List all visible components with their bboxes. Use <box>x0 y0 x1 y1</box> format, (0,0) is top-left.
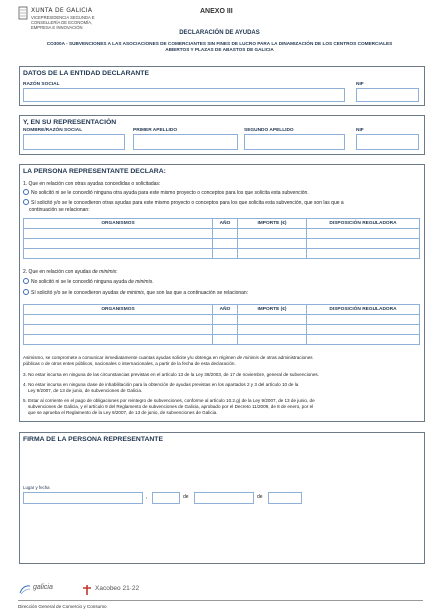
table-row <box>24 335 420 345</box>
xacobeo-cross-icon <box>82 585 92 595</box>
footer-divider <box>18 600 423 601</box>
q1-option-1[interactable] <box>23 189 309 196</box>
table-row <box>24 239 420 249</box>
q1-radio-1[interactable] <box>23 189 29 195</box>
razon-social-label: RAZÓN SOCIAL <box>23 82 60 87</box>
entidad-title: DATOS DE LA ENTIDAD DECLARANTE <box>23 70 149 77</box>
q2-radio-1[interactable] <box>23 278 29 284</box>
xacobeo-logo <box>82 582 162 598</box>
galicia-logo-text: galicia <box>33 584 53 591</box>
de-label-2: de <box>257 494 263 500</box>
table-header-row <box>24 305 420 315</box>
mes-field[interactable] <box>194 492 254 504</box>
galicia-logo <box>18 582 78 598</box>
q1-option-2-cont: continuación se relacionan: <box>29 207 90 213</box>
col-disposicion: DISPOSICIÓN REGULADORA <box>307 219 420 229</box>
primer-apellido-label: PRIMER APELLIDO <box>133 128 178 133</box>
annex-label: ANEXO III <box>200 8 233 15</box>
asimismo-text: Asimismo, se compromete a comunicar inmediatamente cuantas ayudas solicite y/u obtenga en régimen de minimis de otras administraciones <box>23 355 313 360</box>
col-ano: AÑO <box>213 219 238 229</box>
q1-radio-2[interactable] <box>23 199 29 205</box>
galicia-swirl-icon <box>18 583 32 595</box>
org-name: XUNTA DE GALICIA <box>31 7 93 14</box>
col-organismos: ORGANISMOS <box>24 219 213 229</box>
col-organismos: ORGANISMOS <box>24 305 213 315</box>
segundo-apellido-label: SEGUNDO APELLIDO <box>244 128 294 133</box>
table-row <box>24 315 420 325</box>
comma-sep: , <box>146 494 148 500</box>
q2-option-2[interactable]: Sí solicitó y/o se le concedieron ayudas de minimis, que son las que a continuación se relacionan: <box>23 289 248 296</box>
col-ano: AÑO <box>213 305 238 315</box>
point-5-line-3: que se aprueba el Reglamento de la Ley 9/2007, de 13 de junio, de subvenciones de Galicia. <box>28 410 218 415</box>
de-label-1: de <box>183 494 189 500</box>
direccion-general: Dirección General de Comercio y Consumo <box>18 604 107 609</box>
dia-field[interactable] <box>152 492 180 504</box>
firma-section <box>19 432 425 564</box>
q1-option-2-label: Sí solicitó y/o se le concedieron otras ayudas para este mismo proyecto o conceptos para los que solicita esta subvención, que son las que a <box>31 200 344 206</box>
table-row <box>24 229 420 239</box>
col-importe: IMPORTE (€) <box>238 305 307 315</box>
doc-subtitle-1: CO300A - SUBVENCIONES A LAS ASOCIACIONES DE COMERCIANTES SIN FINES DE LUCRO PARA LA DINAMIZACIÓN DE LOS CENTROS COMERCIALES <box>46 41 393 46</box>
dept-line-2: CONSELLERÍA DE ECONOMÍA, <box>31 20 93 25</box>
col-importe: IMPORTE (€) <box>238 219 307 229</box>
segundo-apellido-field[interactable] <box>244 134 345 150</box>
q2-option-1[interactable]: No solicitó ni se le concedió ninguna ayuda de minimis. <box>23 278 154 285</box>
nif-field[interactable] <box>356 88 419 102</box>
rep-nif-label: NIF <box>356 128 364 133</box>
declara-title: LA PERSONA REPRESENTANTE DECLARA: <box>23 168 166 175</box>
doc-title: DECLARACIÓN DE AYUDAS <box>179 30 260 36</box>
razon-social-field[interactable] <box>23 88 345 102</box>
point-3: 3. No estar incursa en ninguna de las circunstancias previstas en el artículo 13 de la Ley 38/2003, de 17 de noviembre, general de subvenciones. <box>23 372 319 377</box>
entidad-section <box>19 66 425 106</box>
representante-section <box>19 115 425 155</box>
q2-radio-2[interactable] <box>23 289 29 295</box>
ayudas-table-1 <box>23 218 420 259</box>
point-5-line-1: 5. Estar al corriente en el pago de obligaciones por reintegro de subvenciones, conforme al artículo 10.2.g) de la Ley 9/2007, de 13 de junio, de <box>23 398 315 403</box>
ano-field[interactable] <box>268 492 302 504</box>
ayudas-table-2 <box>23 304 420 345</box>
primer-apellido-field[interactable] <box>133 134 238 150</box>
lugar-label: Lugar y fecha <box>23 485 50 490</box>
col-disposicion: DISPOSICIÓN REGULADORA <box>307 305 420 315</box>
xacobeo-text: Xacobeo 21·22 <box>95 585 140 592</box>
rep-nif-field[interactable] <box>356 134 419 150</box>
representante-title: Y, EN SU REPRESENTACIÓN <box>23 119 117 126</box>
xunta-shield-icon <box>18 6 28 20</box>
dept-line-1: VICEPRESIDENCIA SEGUNDA E <box>31 15 95 20</box>
nif-label: NIF <box>356 82 364 87</box>
q1-option-2[interactable] <box>23 199 421 206</box>
q1-option-1-label: No solicitó ni se le concedió ninguna otra ayuda para este mismo proyecto o conceptos para los que solicita esta subvención. <box>31 190 309 196</box>
table-header-row <box>24 219 420 229</box>
q1-text: 1. Que en relación con otras ayudas concedidas o solicitadas: <box>23 181 161 187</box>
q2-text: 2. Que en relación con ayudas de minimis: <box>23 269 118 275</box>
nombre-field[interactable] <box>23 134 125 150</box>
firma-title: FIRMA DE LA PERSONA REPRESENTANTE <box>23 436 163 443</box>
point-5-line-2: subvenciones de Galicia, y el artículo 9 del Reglamento de subvenciones de Galicia, aprobado por el Decreto 11/2009, de 8 de enero, por el <box>28 404 314 409</box>
point-4-line-1: 4. No estar incursa en ninguna clase de inhabilitación para la obtención de ayudas previstas en los apartados 2 y 3 del artículo 10 de la <box>23 382 299 387</box>
lugar-field[interactable] <box>23 492 143 504</box>
table-row <box>24 249 420 259</box>
nombre-label: NOMBRE/RAZÓN SOCIAL <box>23 128 83 133</box>
asimismo-text-2: públicas o de otros entes públicos, nacionales o internacionales, a partir de la fecha de esta declaración. <box>23 361 236 366</box>
point-4-line-2: Ley 9/2007, de 13 de junio, de subvenciones de Galicia. <box>28 388 143 393</box>
table-row <box>24 325 420 335</box>
dept-line-3: EMPRESA E INNOVACIÓN <box>31 25 83 30</box>
declara-section <box>19 164 425 422</box>
doc-subtitle-2: ABIERTOS Y PLAZAS DE ABASTOS DE GALICIA <box>165 47 274 52</box>
